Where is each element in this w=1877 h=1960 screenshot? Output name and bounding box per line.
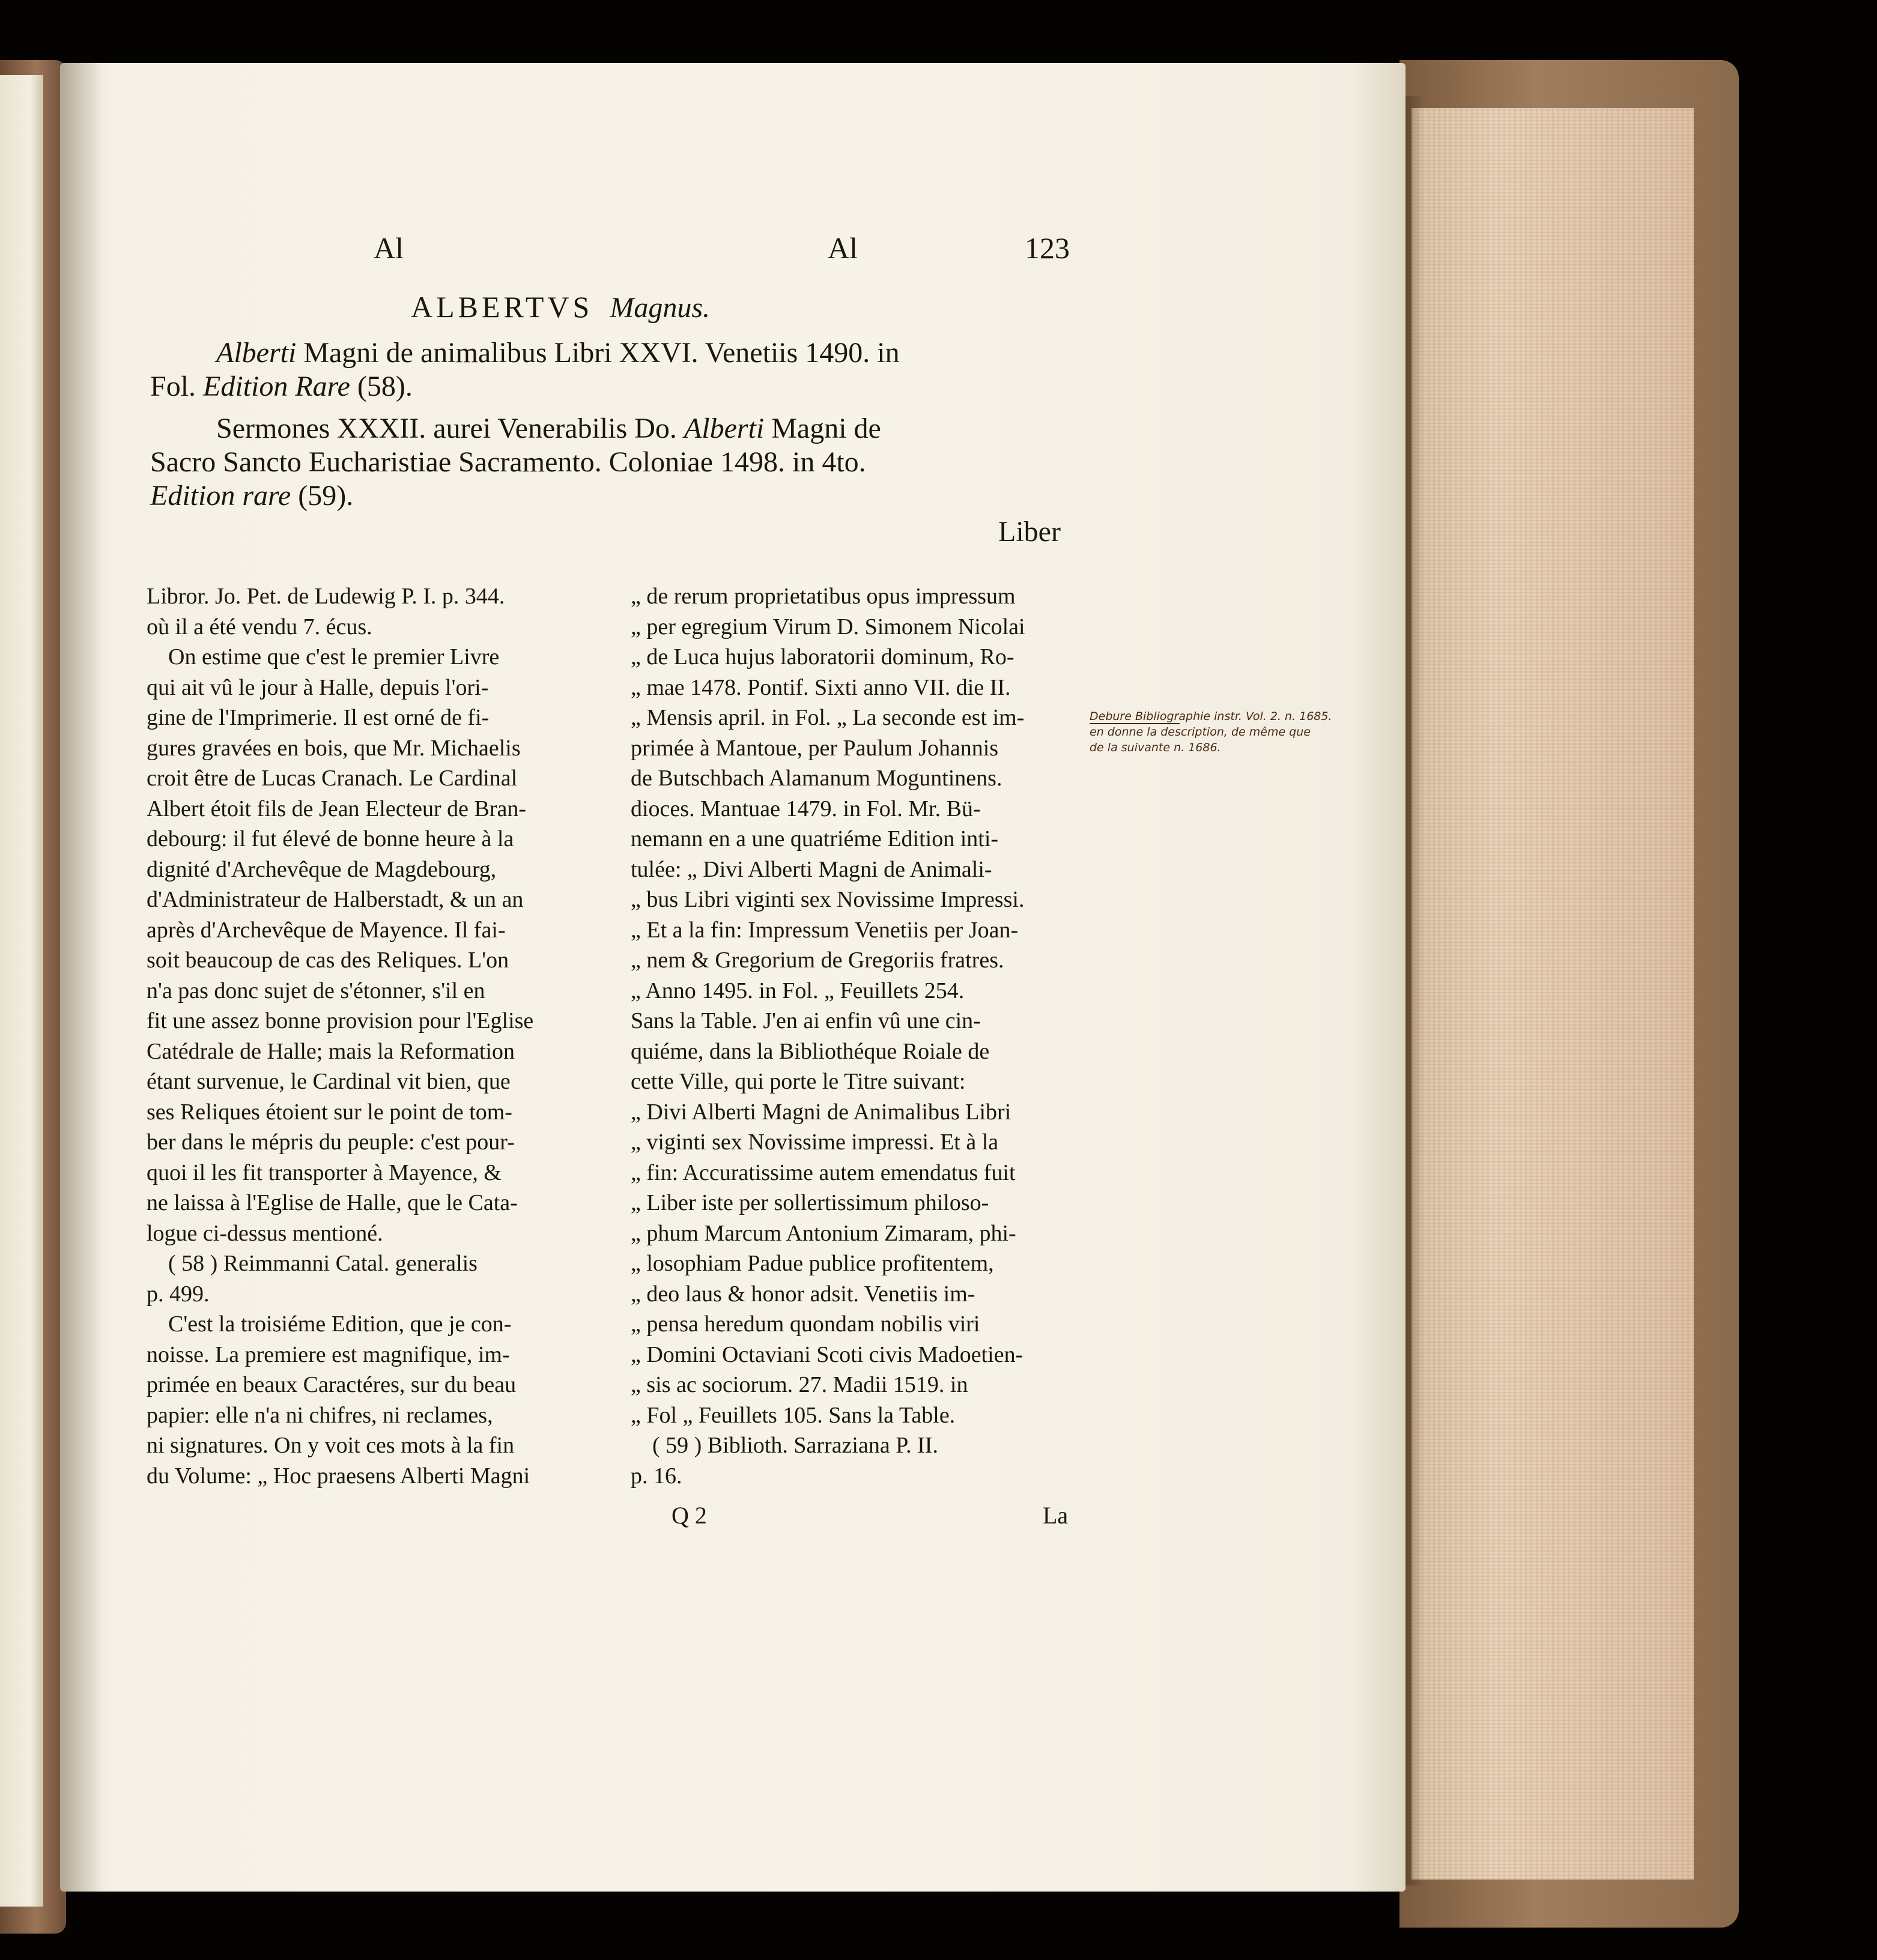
running-head-center: Al	[828, 231, 858, 265]
right-column-line: „ sis ac sociorum. 27. Madii 1519. in	[631, 1372, 968, 1397]
right-column-line: „ fin: Accuratissime autem emendatus fuit	[631, 1160, 1016, 1185]
catchword-bottom: La	[1043, 1502, 1069, 1529]
right-column-line: dioces. Mantuae 1479. in Fol. Mr. Bü-	[631, 796, 981, 821]
right-column-line: „ mae 1478. Pontif. Sixti anno VII. die II.	[631, 674, 1011, 700]
left-column-line: Libror. Jo. Pet. de Ludewig P. I. p. 344.	[147, 584, 505, 609]
left-column-line: gures gravées en bois, que Mr. Michaelis	[147, 735, 521, 761]
right-column-line: nemann en a une quatriéme Edition inti-	[631, 826, 999, 851]
left-column-line: On estime que c'est le premier Livre	[168, 644, 500, 670]
left-column-line: d'Administrateur de Halberstadt, & un an	[147, 887, 524, 912]
right-column-line: „ bus Libri viginti sex Novissime Impressi.	[631, 887, 1025, 912]
page-number: 123	[1025, 231, 1070, 265]
right-column-line: primée à Mantoue, per Paulum Johannis	[631, 735, 999, 761]
left-column-line: Albert étoit fils de Jean Electeur de Bran-	[147, 796, 527, 821]
left-column-line: gine de l'Imprimerie. Il est orné de fi-	[147, 705, 490, 730]
right-column-line: ( 59 ) Biblioth. Sarraziana P. II.	[652, 1433, 938, 1458]
margin-note-line-3: de la suivante n. 1686.	[1090, 741, 1221, 754]
right-column	[631, 581, 1087, 1491]
catchword-top: Liber	[998, 516, 1061, 548]
right-column-line: „ de Luca hujus laboratorii dominum, Ro-	[631, 644, 1014, 670]
right-column-line: de Butschbach Alamanum Moguntinens.	[631, 766, 1002, 791]
left-column-line: fit une assez bonne provision pour l'Eglise	[147, 1008, 534, 1033]
right-column-line: „ Liber iste per sollertissimum philoso-	[631, 1190, 989, 1215]
entry-2-line-2: Sacro Sancto Eucharistiae Sacramento. Coloniae 1498. in 4to.	[150, 446, 866, 478]
margin-note-underline	[1090, 723, 1180, 724]
left-column-line: ne laissa à l'Eglise de Halle, que le Cata-	[147, 1190, 518, 1215]
entry-2-line-1: Sermones XXXII. aurei Venerabilis Do. Alberti Magni de	[216, 413, 881, 444]
right-column-line: „ per egregium Virum D. Simonem Nicolai	[631, 614, 1025, 640]
left-column-line: p. 499.	[147, 1281, 210, 1307]
left-column-line: ni signatures. On y voit ces mots à la fin	[147, 1433, 515, 1458]
left-column-line: ber dans le mépris du peuple: c'est pour-	[147, 1130, 515, 1155]
left-column-line: Catédrale de Halle; mais la Reformation	[147, 1038, 515, 1064]
entry-1-line-2: Fol. Edition Rare (58).	[150, 371, 413, 402]
right-column-line: cette Ville, qui porte le Titre suivant:	[631, 1069, 966, 1094]
right-column-line: „ deo laus & honor adsit. Venetiis im-	[631, 1281, 975, 1307]
margin-note-line-1: Debure Bibliographie instr. Vol. 2. n. 1685.	[1090, 710, 1332, 723]
left-page-edge	[0, 75, 43, 1907]
left-column-line: qui ait vû le jour à Halle, depuis l'ori-	[147, 674, 489, 700]
left-column-line: C'est la troisiéme Edition, que je con-	[168, 1311, 512, 1337]
left-column-line: debourg: il fut élevé de bonne heure à la	[147, 826, 514, 851]
left-column-line: ses Reliques étoient sur le point de tom-	[147, 1099, 512, 1125]
right-column-line: p. 16.	[631, 1463, 682, 1489]
right-column-line: „ Et a la fin: Impressum Venetiis per Joan-	[631, 917, 1019, 943]
bibliographic-entries	[150, 336, 1087, 513]
right-column-line: Sans la Table. J'en ai enfin vû une cin-	[631, 1008, 981, 1033]
left-column-line: étant survenue, le Cardinal vit bien, que	[147, 1069, 511, 1094]
signature-mark: Q 2	[672, 1502, 707, 1529]
margin-note-line-2: en donne la description, de même que	[1090, 725, 1311, 739]
right-column-line: „ phum Marcum Antonium Zimaram, phi-	[631, 1220, 1016, 1246]
right-column-line: „ Divi Alberti Magni de Animalibus Libri	[631, 1099, 1011, 1125]
right-column-line: „ Anno 1495. in Fol. „ Feuillets 254.	[631, 978, 965, 1003]
left-column-line: du Volume: „ Hoc praesens Alberti Magni	[147, 1463, 530, 1489]
headword: ALBERTVS	[411, 290, 593, 324]
left-column-line: logue ci-dessus mentioné.	[147, 1220, 383, 1246]
right-column-line: „ de rerum proprietatibus opus impressum	[631, 584, 1016, 609]
right-column-line: tulée: „ Divi Alberti Magni de Animali-	[631, 856, 992, 882]
left-column-line: n'a pas donc sujet de s'étonner, s'il en	[147, 978, 485, 1003]
left-column-line: papier: elle n'a ni chifres, ni reclames,	[147, 1402, 493, 1428]
headword-line	[411, 289, 710, 324]
running-head-left: Al	[374, 231, 404, 265]
gutter-shadow	[60, 63, 102, 1892]
left-column-line: croit être de Lucas Cranach. Le Cardinal	[147, 766, 518, 791]
left-column-line: soit beaucoup de cas des Reliques. L'on	[147, 948, 509, 973]
right-column-line: quiéme, dans la Bibliothéque Roiale de	[631, 1038, 990, 1064]
left-column-line: primée en beaux Caractéres, sur du beau	[147, 1372, 517, 1397]
left-column-line: noisse. La premiere est magnifique, im-	[147, 1341, 510, 1367]
right-column-line: „ Fol „ Feuillets 105. Sans la Table.	[631, 1402, 956, 1428]
right-column-line: „ losophiam Padue publice profitentem,	[631, 1251, 994, 1276]
right-column-line: „ pensa heredum quondam nobilis viri	[631, 1311, 980, 1337]
page-block-edge	[1412, 108, 1694, 1880]
left-column-line: ( 58 ) Reimmanni Catal. generalis	[168, 1251, 478, 1276]
left-column-line: dignité d'Archevêque de Magdebourg,	[147, 856, 497, 882]
right-column-line: „ Mensis april. in Fol. „ La seconde est im-	[631, 705, 1025, 730]
left-column-line: après d'Archevêque de Mayence. Il fai-	[147, 917, 506, 943]
left-column-line: où il a été vendu 7. écus.	[147, 614, 372, 640]
entry-1-line-1: Alberti Magni de animalibus Libri XXVI. Venetiis 1490. in	[216, 337, 900, 369]
left-column-line: quoi il les fit transporter à Mayence, &	[147, 1160, 502, 1185]
right-column-line: „ nem & Gregorium de Gregoriis fratres.	[631, 948, 1004, 973]
right-column-line: „ Domini Octaviani Scoti civis Madoetien-	[631, 1341, 1023, 1367]
headword-epithet: Magnus.	[610, 292, 711, 324]
entry-2-line-3: Edition rare (59).	[150, 480, 354, 512]
right-column-line: „ viginti sex Novissime impressi. Et à la	[631, 1130, 999, 1155]
left-column	[147, 581, 603, 1491]
